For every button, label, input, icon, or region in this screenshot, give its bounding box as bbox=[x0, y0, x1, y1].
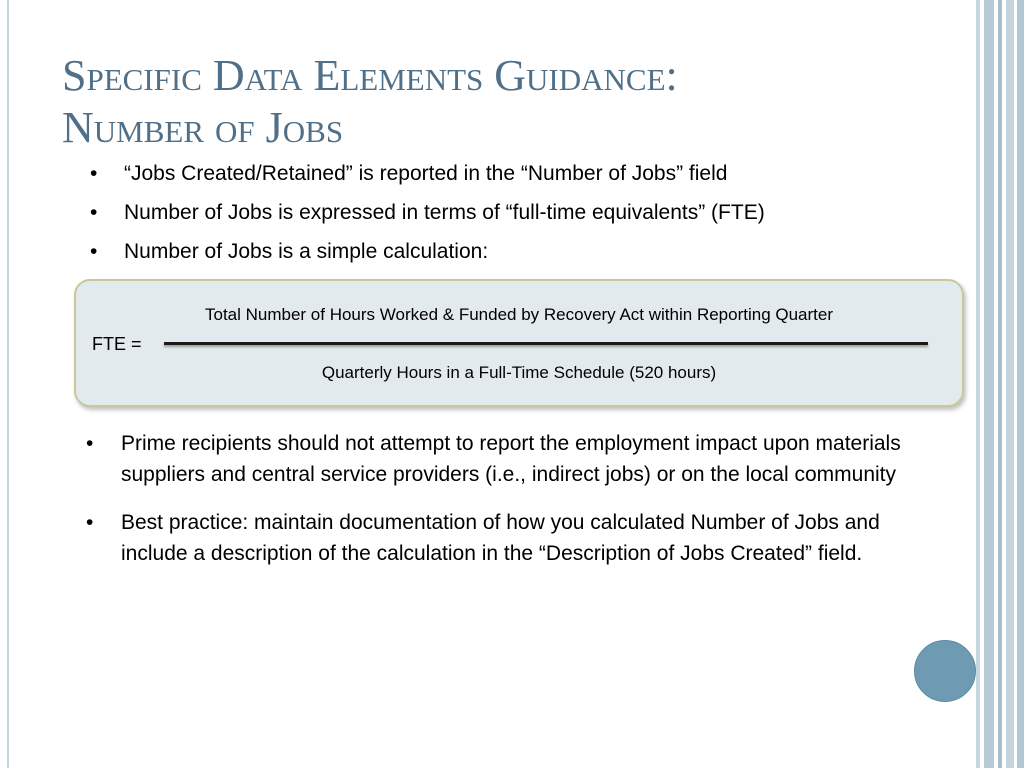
bullet-item: • Prime recipients should not attempt to report the employment impact upon materials suppliers and central service providers (i.e., indirect jobs) or on the local community bbox=[84, 428, 950, 490]
bullet-item: • “Jobs Created/Retained” is reported in the “Number of Jobs” field bbox=[88, 160, 948, 188]
bullet-item: • Number of Jobs is a simple calculation: bbox=[88, 238, 948, 266]
bullet-item: • Best practice: maintain documentation of how you calculated Number of Jobs and include a description of the calculation in the “Description of Jobs Created” field. bbox=[84, 507, 950, 569]
slide-title-line-2: Number of Jobs bbox=[62, 103, 344, 152]
fte-formula-box bbox=[74, 279, 964, 407]
fraction-bar bbox=[164, 342, 928, 345]
formula-numerator: Total Number of Hours Worked & Funded by Recovery Act within Reporting Quarter bbox=[204, 305, 834, 324]
top-bullet-list bbox=[88, 160, 948, 277]
formula-label: FTE = bbox=[92, 334, 142, 354]
right-decorative-stripes bbox=[976, 0, 1024, 768]
formula-denominator: Quarterly Hours in a Full-Time Schedule (520 hours) bbox=[321, 363, 717, 382]
bottom-bullet-list bbox=[84, 428, 950, 586]
slide-title-line-1: Specific Data Elements Guidance: bbox=[62, 51, 678, 100]
left-border-rule bbox=[7, 0, 9, 768]
bullet-item: • Number of Jobs is expressed in terms of “full-time equivalents” (FTE) bbox=[88, 199, 948, 227]
slide-title bbox=[62, 50, 942, 154]
decorative-circle bbox=[914, 640, 976, 702]
